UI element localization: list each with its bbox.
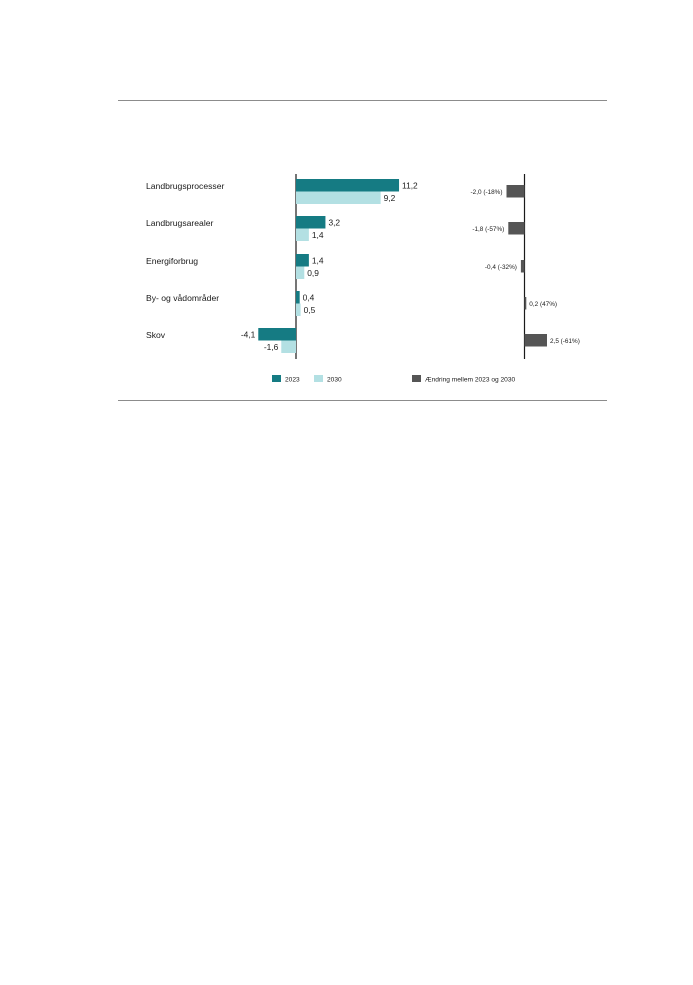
bar-change bbox=[525, 297, 527, 310]
legend-swatch bbox=[412, 375, 421, 382]
bar-2023 bbox=[296, 254, 309, 267]
data-label-2030: 1,4 bbox=[311, 230, 324, 240]
legend-swatch bbox=[272, 375, 281, 382]
data-label-2030: -1,6 bbox=[263, 342, 279, 352]
category-label: Landbrugsarealer bbox=[146, 218, 214, 228]
data-label-change: 0,2 (47%) bbox=[529, 301, 558, 308]
bar-2023 bbox=[296, 216, 325, 229]
data-label-2030: 0,5 bbox=[303, 305, 316, 315]
bar-2030 bbox=[296, 192, 381, 205]
bar-2030 bbox=[281, 341, 296, 354]
legend-label: Ændring mellem 2023 og 2030 bbox=[425, 376, 516, 384]
data-label-change: -0,4 (-32%) bbox=[484, 264, 517, 271]
legend-label: 2023 bbox=[285, 376, 300, 384]
bar-change bbox=[508, 222, 524, 235]
category-label: By- og vådområder bbox=[146, 293, 220, 303]
data-label-2030: 0,9 bbox=[307, 268, 319, 278]
bar-2023 bbox=[296, 291, 300, 304]
data-label-2030: 9,2 bbox=[383, 193, 396, 203]
category-label: Landbrugsprocesser bbox=[146, 181, 225, 191]
bar-2023 bbox=[296, 179, 399, 192]
data-label-2023: 1,4 bbox=[311, 255, 324, 266]
legend-label: 2030 bbox=[327, 376, 342, 384]
data-label-2023: 0,4 bbox=[302, 292, 315, 303]
bar-change bbox=[525, 334, 548, 347]
bar-change bbox=[507, 185, 525, 198]
category-label: Skov bbox=[146, 330, 166, 340]
bar-2030 bbox=[296, 229, 309, 242]
data-label-2023: 11,2 bbox=[402, 180, 418, 191]
data-label-2023: 3,2 bbox=[328, 217, 341, 228]
bar-2030 bbox=[296, 267, 304, 280]
data-label-change: -2,0 (-18%) bbox=[470, 189, 503, 196]
bar-2030 bbox=[296, 304, 301, 317]
bar-change bbox=[521, 260, 525, 273]
bar-2023 bbox=[258, 328, 296, 341]
legend-swatch bbox=[314, 375, 323, 382]
data-label-change: -1,8 (-57%) bbox=[472, 226, 505, 233]
data-label-change: 2,5 (-61%) bbox=[550, 338, 580, 345]
category-label: Energiforbrug bbox=[146, 256, 199, 266]
data-label-2023: -4,1 bbox=[240, 329, 256, 340]
